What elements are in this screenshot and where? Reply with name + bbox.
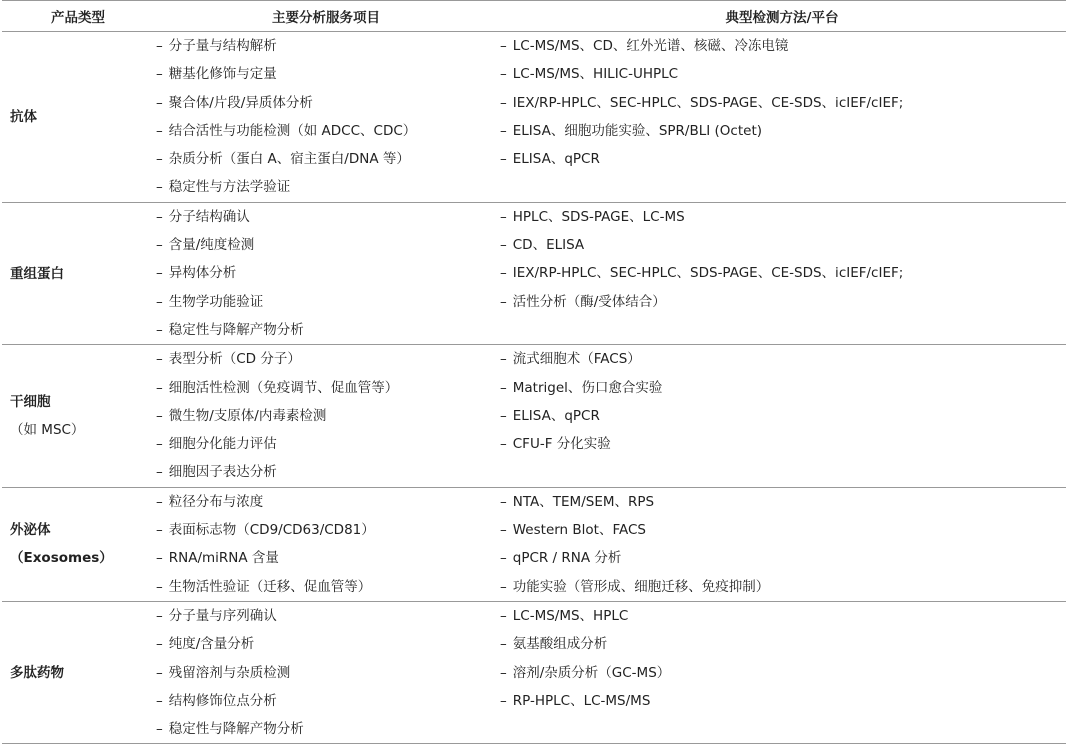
services-list (154, 32, 498, 202)
list-item: – 活性分析（酶/受体结合） (500, 293, 666, 310)
list-item: – 残留溶剂与杂质检测 (156, 664, 291, 681)
product-type-cell (2, 487, 154, 601)
product-type-cell (2, 202, 154, 344)
methods-list (498, 345, 1066, 458)
analysis-services-table (2, 0, 1066, 744)
list-item: – 功能实验（管形成、细胞迁移、免疫抑制） (500, 578, 770, 595)
list-item: – 生物活性验证（迁移、促血管等） (156, 578, 372, 595)
table-header (2, 1, 1066, 32)
list-item: – 表面标志物（CD9/CD63/CD81） (156, 522, 375, 539)
list-item: – 流式细胞术（FACS） (500, 351, 641, 368)
list-item: – 分子量与结构解析 (156, 38, 277, 54)
list-item: – 分子结构确认 (156, 208, 250, 225)
product-type-label: 多肽药物 (10, 664, 64, 681)
list-item: – LC-MS/MS、CD、红外光谱、核磁、冷冻电镜 (500, 38, 789, 54)
methods-cell (498, 32, 1066, 203)
services-cell (154, 202, 498, 344)
table-body (2, 32, 1066, 744)
services-cell (154, 345, 498, 487)
product-type-label: 抗体 (10, 108, 37, 125)
list-item: – Western Blot、FACS (500, 522, 646, 539)
product-type-sublabel: （Exosomes） (10, 550, 113, 567)
table-row (2, 345, 1066, 487)
table-row (2, 202, 1066, 344)
services-cell (154, 487, 498, 601)
list-item: – 含量/纯度检测 (156, 237, 255, 254)
services-cell (154, 32, 498, 203)
services-cell (154, 601, 498, 743)
list-item: – 稳定性与方法学验证 (156, 179, 291, 196)
list-item: – IEX/RP-HPLC、SEC-HPLC、SDS-PAGE、CE-SDS、icIEF/cIEF; (500, 94, 904, 111)
list-item: – ELISA、qPCR (500, 407, 600, 424)
services-list (154, 602, 498, 743)
list-item: – 生物学功能验证 (156, 293, 264, 310)
product-type-label: 干细胞 (10, 394, 51, 410)
list-item: – 稳定性与降解产物分析 (156, 721, 304, 738)
table-row (2, 32, 1066, 203)
product-type-sublabel: （如 MSC） (10, 422, 85, 438)
list-item: – 氨基酸组成分析 (500, 636, 608, 653)
list-item: – qPCR / RNA 分析 (500, 550, 622, 567)
list-item: – 稳定性与降解产物分析 (156, 321, 304, 338)
list-item: – 分子量与序列确认 (156, 607, 277, 624)
methods-list (498, 488, 1066, 601)
list-item: – RNA/miRNA 含量 (156, 550, 279, 567)
list-item: – 微生物/支原体/内毒素检测 (156, 407, 327, 424)
list-item: – LC-MS/MS、HPLC (500, 607, 629, 624)
methods-cell (498, 202, 1066, 344)
list-item: – ELISA、细胞功能实验、SPR/BLI (Octet) (500, 122, 763, 139)
methods-cell (498, 601, 1066, 743)
services-list (154, 345, 498, 486)
methods-list (498, 602, 1066, 715)
list-item: – 细胞因子表达分析 (156, 464, 277, 481)
list-item: – 表型分析（CD 分子） (156, 351, 301, 368)
table-row (2, 487, 1066, 601)
list-item: – ELISA、qPCR (500, 151, 600, 168)
list-item: – 溶剂/杂质分析（GC-MS） (500, 664, 671, 681)
header-methods: 典型检测方法/平台 (498, 1, 1066, 32)
list-item: – RP-HPLC、LC-MS/MS (500, 692, 651, 709)
list-item: – Matrigel、伤口愈合实验 (500, 379, 663, 396)
methods-list (498, 203, 1066, 316)
list-item: – 细胞分化能力评估 (156, 436, 277, 453)
list-item: – 异构体分析 (156, 265, 237, 282)
list-item: – 杂质分析（蛋白 A、宿主蛋白/DNA 等） (156, 151, 410, 168)
product-type-cell (2, 345, 154, 487)
list-item: – 纯度/含量分析 (156, 636, 255, 653)
list-item: – 糖基化修饰与定量 (156, 66, 277, 83)
table-row (2, 601, 1066, 743)
methods-list (498, 32, 1066, 173)
list-item: – IEX/RP-HPLC、SEC-HPLC、SDS-PAGE、CE-SDS、icIEF/cIEF; (500, 265, 904, 282)
methods-cell (498, 345, 1066, 487)
header-services: 主要分析服务项目 (154, 1, 498, 32)
product-type-cell (2, 32, 154, 203)
header-product-type: 产品类型 (2, 1, 154, 32)
services-list (154, 203, 498, 344)
list-item: – NTA、TEM/SEM、RPS (500, 493, 655, 510)
list-item: – CFU-F 分化实验 (500, 436, 611, 453)
services-list (154, 488, 498, 601)
list-item: – 细胞活性检测（免疫调节、促血管等） (156, 379, 399, 396)
list-item: – 结构修饰位点分析 (156, 692, 277, 709)
product-type-label: 外泌体 (10, 522, 51, 539)
product-type-cell (2, 601, 154, 743)
list-item: – LC-MS/MS、HILIC-UHPLC (500, 66, 679, 83)
list-item: – HPLC、SDS-PAGE、LC-MS (500, 208, 685, 225)
methods-cell (498, 487, 1066, 601)
list-item: – 聚合体/片段/异质体分析 (156, 94, 313, 111)
list-item: – 粒径分布与浓度 (156, 493, 264, 510)
list-item: – CD、ELISA (500, 237, 585, 254)
product-type-label: 重组蛋白 (10, 265, 64, 282)
list-item: – 结合活性与功能检测（如 ADCC、CDC） (156, 122, 417, 139)
